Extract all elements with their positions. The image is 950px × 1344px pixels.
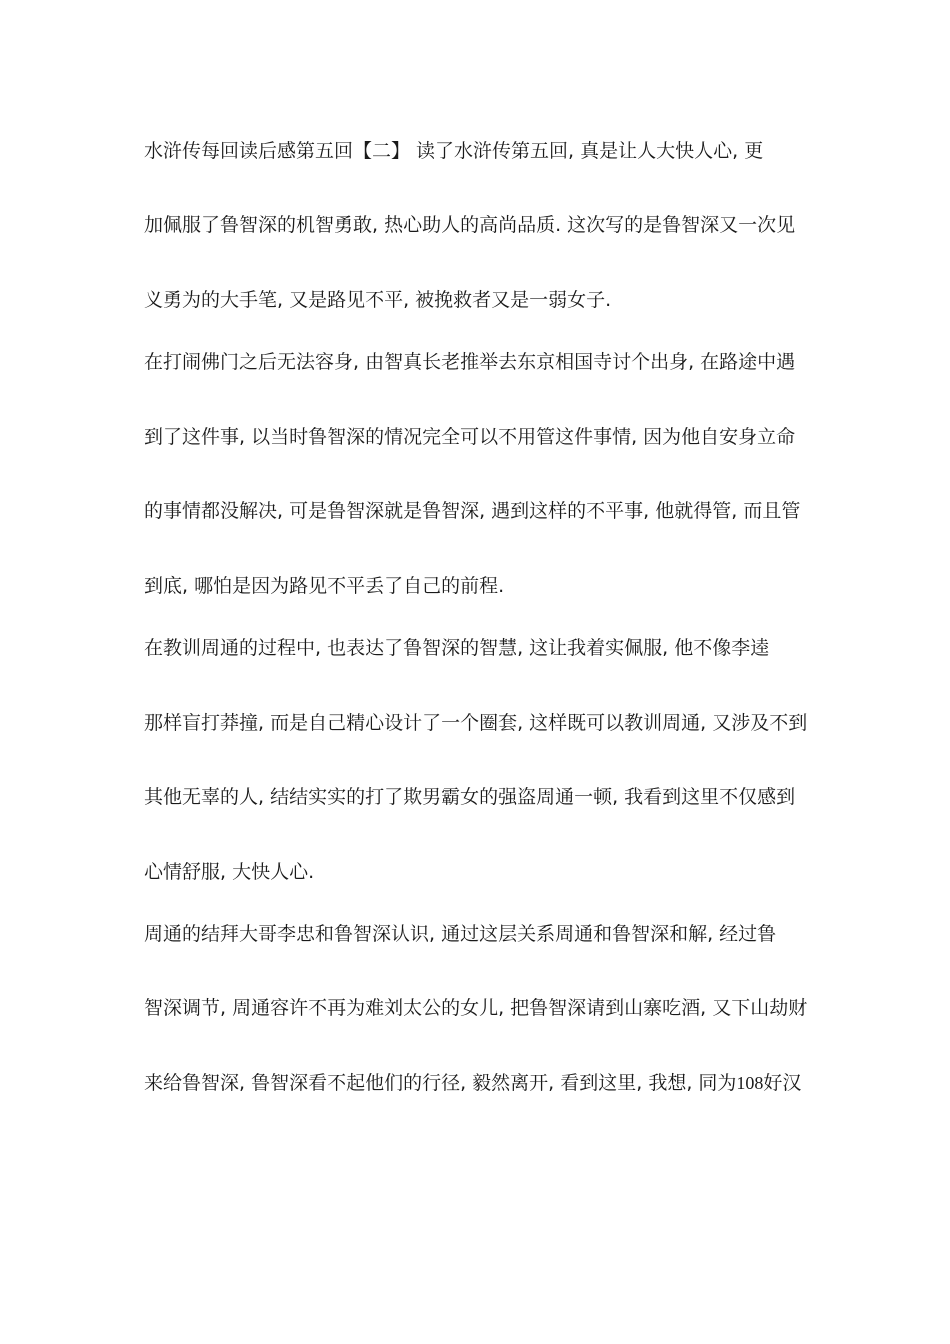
text-line-14-number: 108: [736, 1073, 764, 1093]
text-line-2: 加佩服了鲁智深的机智勇敢, 热心助人的高尚品质. 这次写的是鲁智深又一次见: [144, 214, 796, 236]
text-line-11: 心情舒服, 大快人心.: [144, 861, 315, 883]
text-line-12: 周通的结拜大哥李忠和鲁智深认识, 通过这层关系周通和鲁智深和解, 经过鲁: [144, 923, 777, 945]
text-line-8: 在教训周通的过程中, 也表达了鲁智深的智慧, 这让我着实佩服, 他不像李逵: [144, 637, 770, 659]
text-line-1: 水浒传每回读后感第五回【二】 读了水浒传第五回, 真是让人大快人心, 更: [144, 140, 764, 162]
text-line-6: 的事情都没解决, 可是鲁智深就是鲁智深, 遇到这样的不平事, 他就得管, 而且管: [144, 500, 801, 522]
text-line-9: 那样盲打莽撞, 而是自己精心设计了一个圈套, 这样既可以教训周通, 又涉及不到: [144, 712, 808, 734]
text-line-5: 到了这件事, 以当时鲁智深的情况完全可以不用管这件事情, 因为他自安身立命: [144, 426, 796, 448]
text-line-4: 在打闹佛门之后无法容身, 由智真长老推举去东京相国寺讨个出身, 在路途中遇: [144, 351, 796, 373]
text-line-3: 义勇为的大手笔, 又是路见不平, 被挽救者又是一弱女子.: [144, 289, 612, 311]
text-line-14-start: 来给鲁智深, 鲁智深看不起他们的行径, 毅然离开, 看到这里, 我想, 同为: [144, 1072, 737, 1094]
text-line-10: 其他无辜的人, 结结实实的打了欺男霸女的强盗周通一顿, 我看到这里不仅感到: [144, 786, 796, 808]
text-line-14-end: 好汉: [763, 1072, 802, 1094]
text-line-13: 智深调节, 周通容许不再为难刘太公的女儿, 把鲁智深请到山寨吃酒, 又下山劫财: [144, 997, 808, 1019]
text-line-14: [144, 1070, 808, 1096]
text-line-7: 到底, 哪怕是因为路见不平丢了自己的前程.: [144, 575, 505, 597]
